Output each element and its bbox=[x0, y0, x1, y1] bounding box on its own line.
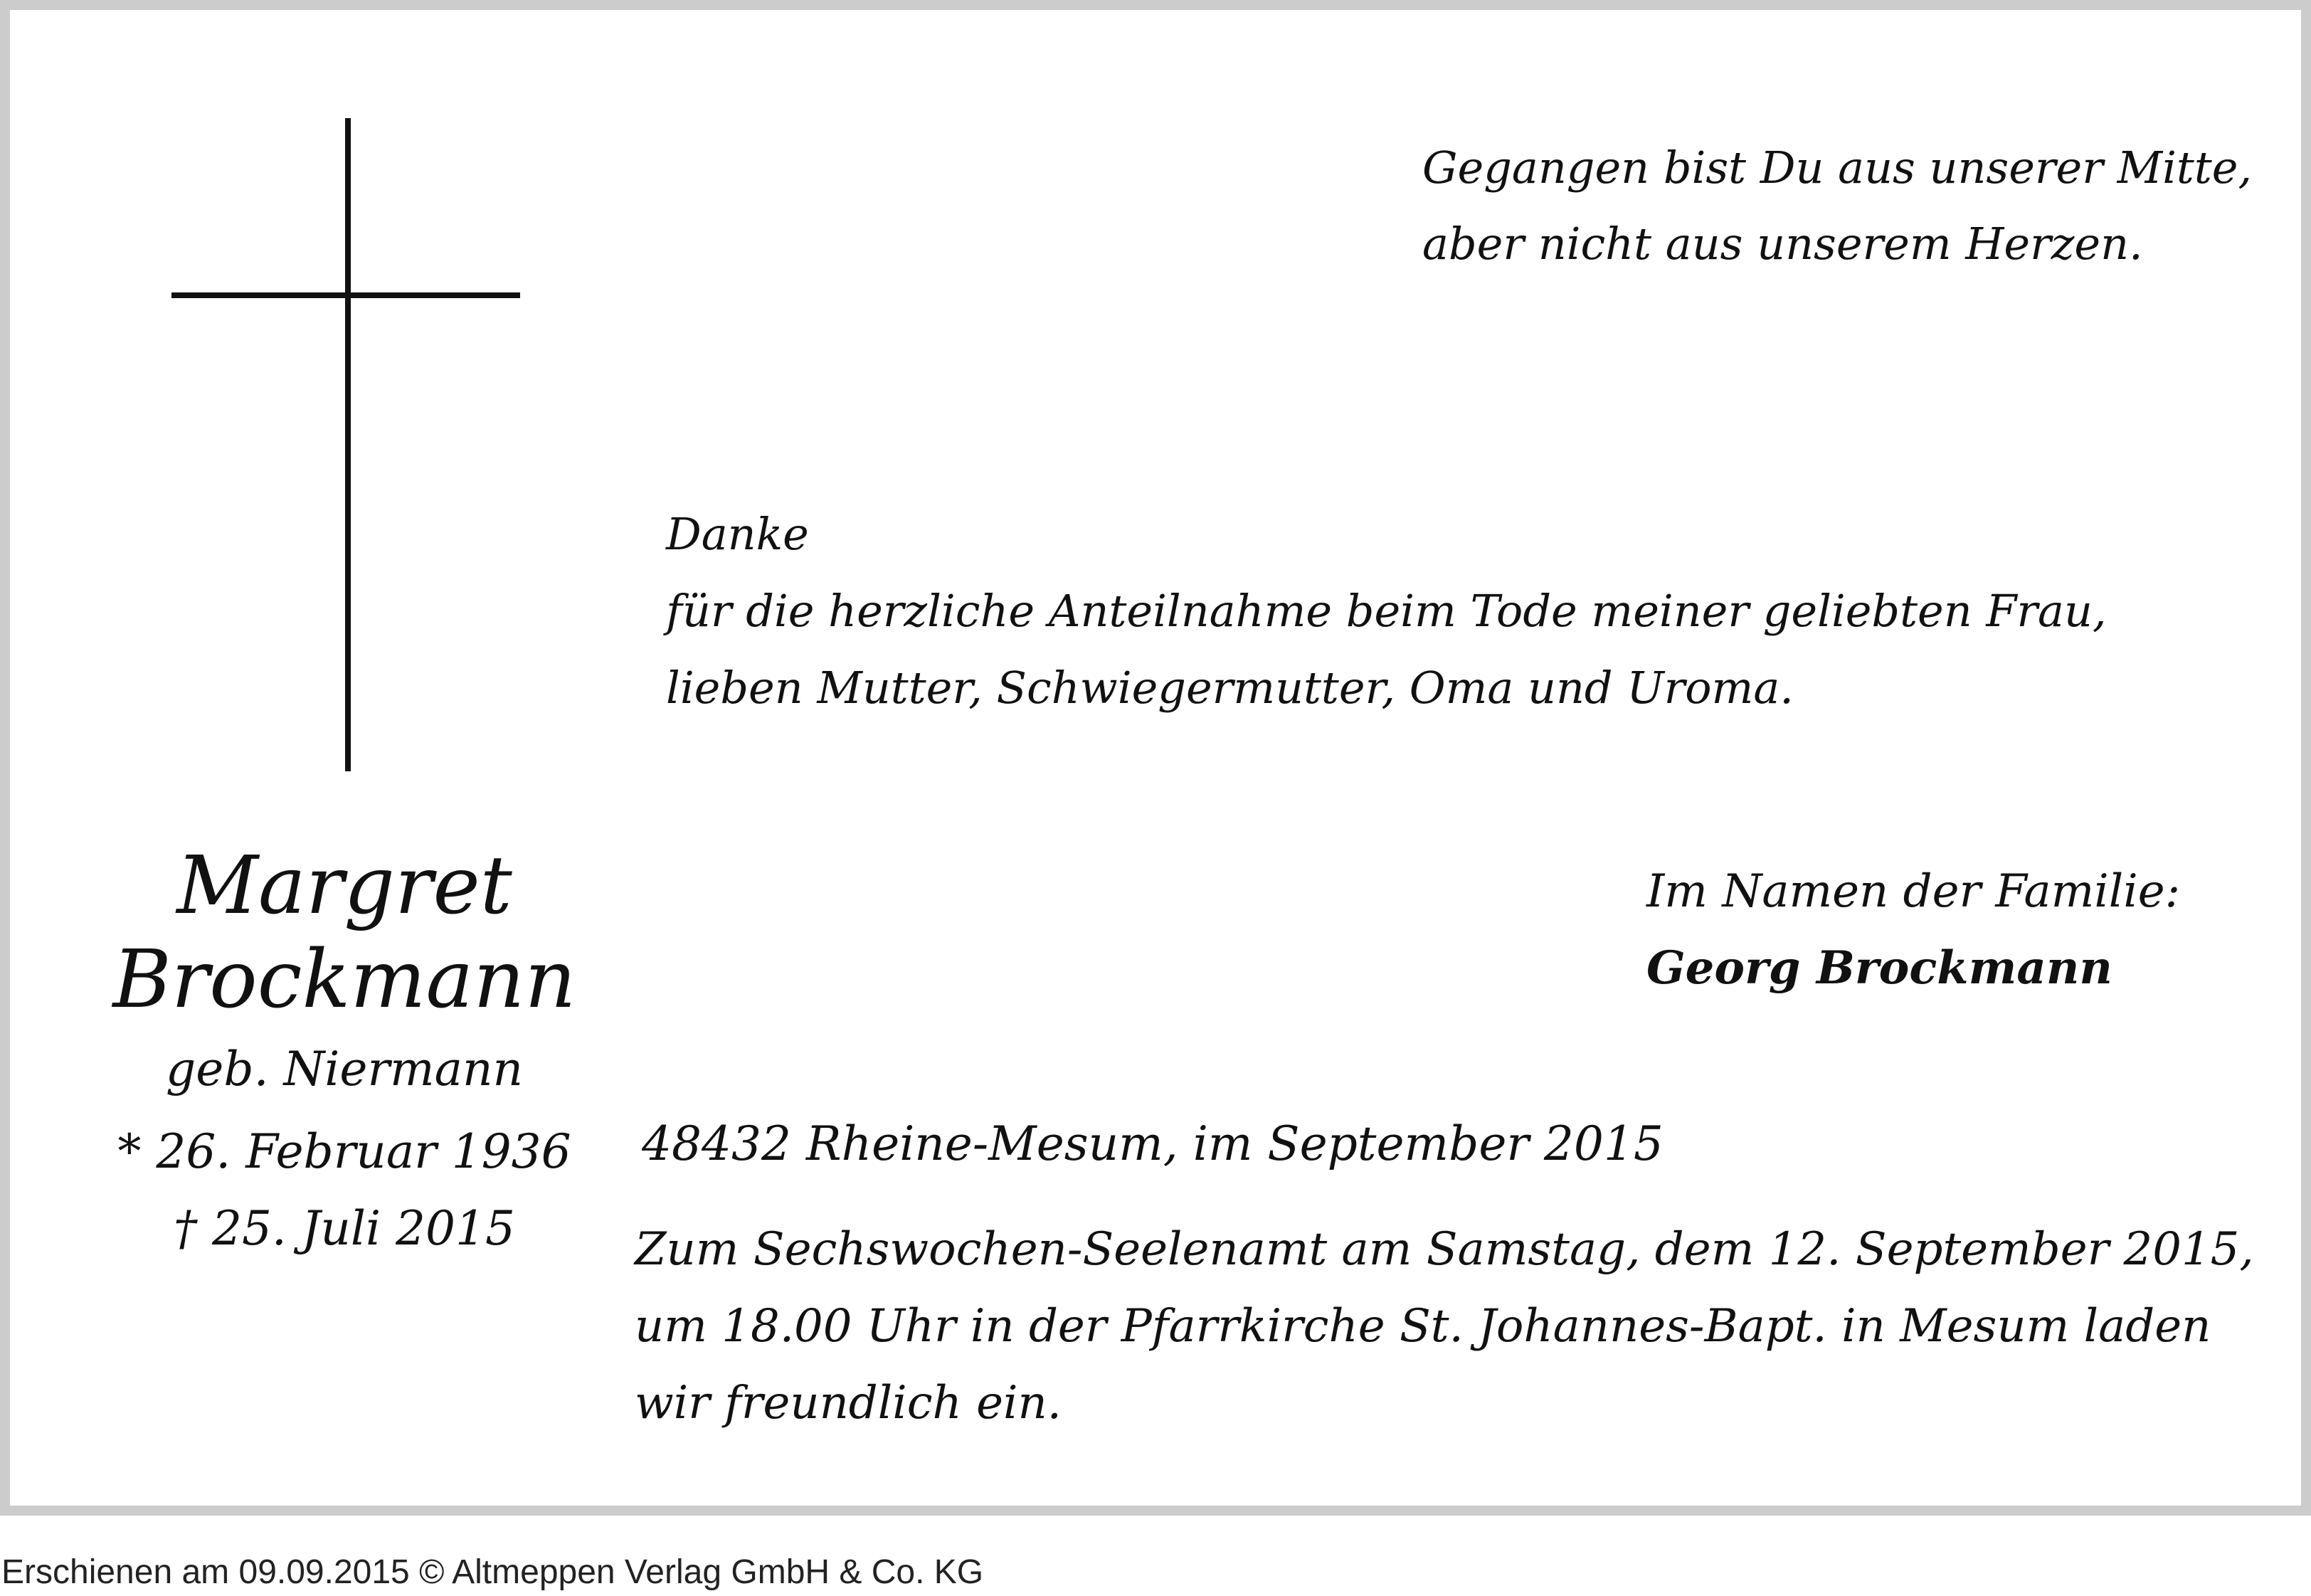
maiden-name: geb. Niermann bbox=[166, 1042, 523, 1096]
motto-line-2: aber nicht aus unserem Herzen. bbox=[1422, 218, 2143, 270]
family-intro: Im Namen der Familie: bbox=[1646, 865, 2181, 918]
service-line-3: wir freundlich ein. bbox=[635, 1377, 1062, 1429]
death-date: † 25. Juli 2015 bbox=[173, 1201, 516, 1256]
birth-date: * 26. Februar 1936 bbox=[117, 1124, 571, 1179]
thanks-text bbox=[666, 496, 2107, 726]
deceased-info bbox=[60, 839, 629, 1257]
thanks-line-2: für die herzliche Anteilnahme beim Tode meiner geliebten Frau, bbox=[666, 585, 2107, 637]
service-line-2: um 18.00 Uhr in der Pfarrkirche St. Johannes-Bapt. in Mesum laden bbox=[635, 1300, 2211, 1353]
deceased-last-name: Brockmann bbox=[112, 934, 576, 1026]
publication-footer: Erschienen am 09.09.2015 © Altmeppen Verlag GmbH & Co. KG bbox=[1, 1553, 984, 1591]
cross-icon-crossbar bbox=[171, 292, 520, 298]
motto-line-1: Gegangen bist Du aus unserer Mitte, bbox=[1422, 142, 2253, 194]
thanks-line-1: Danke bbox=[666, 508, 809, 560]
cross-icon bbox=[345, 118, 351, 771]
family-signature bbox=[1646, 853, 2180, 1007]
signatory-name: Georg Brockmann bbox=[1646, 941, 2112, 995]
deceased-first-name: Margret bbox=[176, 840, 512, 932]
motto-quote bbox=[1422, 130, 2252, 282]
service-announcement bbox=[635, 1211, 2254, 1442]
place-date: 48432 Rheine-Mesum, im September 2015 bbox=[642, 1116, 1664, 1171]
thanks-line-3: lieben Mutter, Schwiegermutter, Oma und Uroma. bbox=[666, 662, 1794, 714]
service-line-1: Zum Sechswochen-Seelenamt am Samstag, dem 12. September 2015, bbox=[635, 1223, 2254, 1276]
